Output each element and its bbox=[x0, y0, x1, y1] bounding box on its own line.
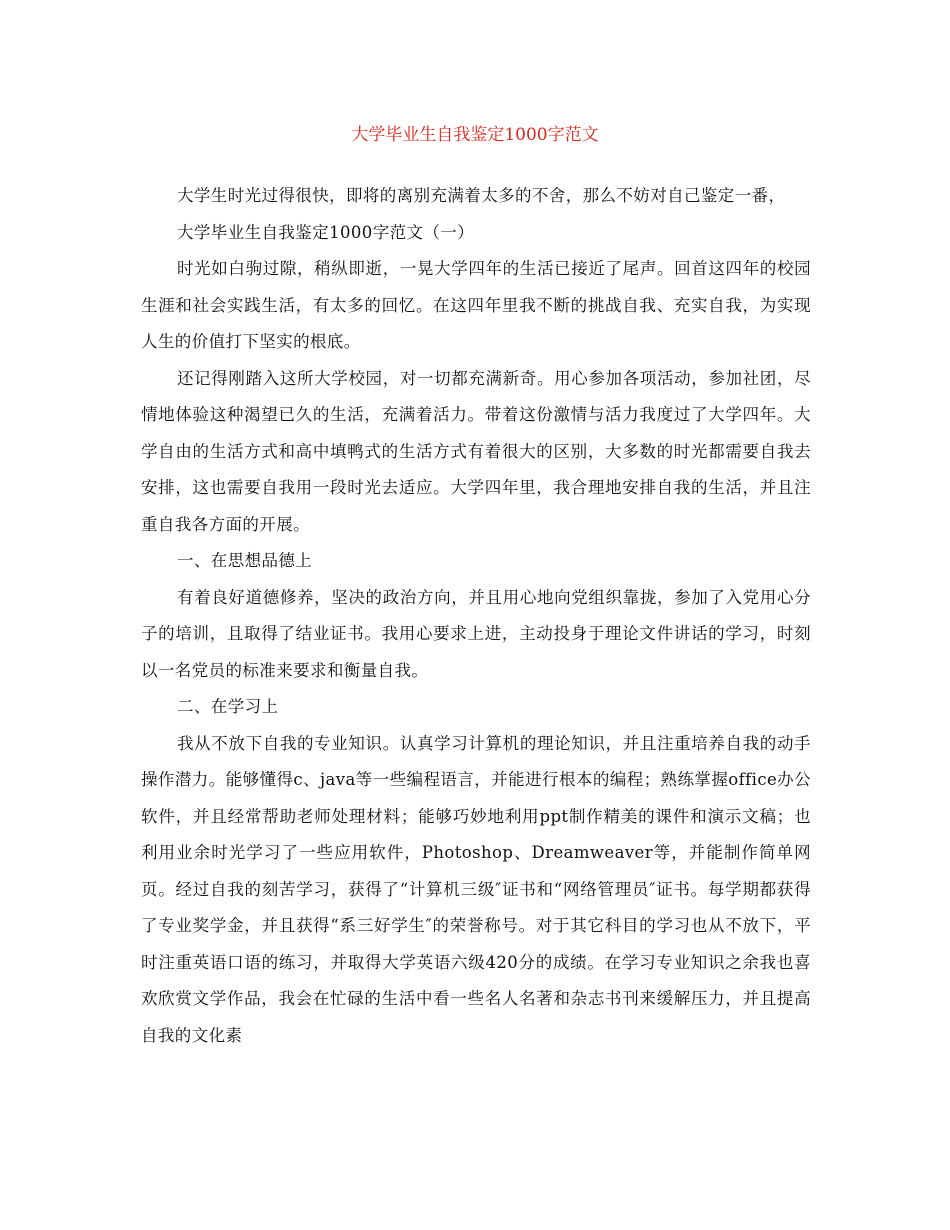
paragraph-body-3: 有着良好道德修养，坚决的政治方向，并且用心地向党组织靠拢，参加了入党用心分子的培训，且取得了结业证书。我用心要求上进，主动投身于理论文件讲话的学习，时刻以一名党员的标准来要求和衡量自我。 bbox=[141, 587, 811, 680]
section-heading-morality: 一、在思想品德上 bbox=[177, 551, 313, 570]
document-title: 大学毕业生自我鉴定1000字范文 bbox=[351, 125, 599, 145]
paragraph-body-1: 时光如白驹过隙，稍纵即逝，一晃大学四年的生活已接近了尾声。回首这四年的校园生涯和社会实践生活，有太多的回忆。在这四年里我不断的挑战自我、充实自我，为实现人生的价值打下坚实的根底。 bbox=[141, 259, 811, 351]
section-heading-study: 二、在学习上 bbox=[177, 697, 279, 716]
paragraph-body-4: 我从不放下自我的专业知识。认真学习计算机的理论知识，并且注重培养自我的动手操作潜力。能够懂得c、java等一些编程语言，并能进行根本的编程；熟练掌握office办公软件，并且经常帮助老师处理材料；能够巧妙地利用ppt制作精美的课件和演示文稿；也利用业余时光学习了一些应用软件，Photoshop、Dreamweaver等，并能制作简单网页。经过自我的刻苦学习，获得了“计算机三级″证书和“网络管理员″证书。每学期都获得了专业奖学金，并且获得“系三好学生″的荣誉称号。对于其它科目的学习也从不放下，平时注重英语口语的练习，并取得大学英语六级420分的成绩。在学习专业知识之余我也喜欢欣赏文学作品，我会在忙碌的生活中看一些名人名著和杂志书刊来缓解压力，并且提高自我的文化素 bbox=[141, 733, 811, 1045]
paragraph-intro: 大学生时光过得很快，即将的离别充满着太多的不舍，那么不妨对自己鉴定一番， bbox=[177, 186, 786, 205]
paragraph-subtitle: 大学毕业生自我鉴定1000字范文（一） bbox=[177, 222, 475, 242]
paragraph-body-2: 还记得刚踏入这所大学校园，对一切都充满新奇。用心参加各项活动，参加社团，尽情地体验这种渴望已久的生活，充满着活力。带着这份激情与活力我度过了大学四年。大学自由的生活方式和高中填鸭式的生活方式有着很大的区别，大多数的时光都需要自我去安排，这也需要自我用一段时光去适应。大学四年里，我合理地安排自我的生活，并且注重自我各方面的开展。 bbox=[141, 368, 811, 534]
document-body bbox=[141, 178, 811, 1054]
